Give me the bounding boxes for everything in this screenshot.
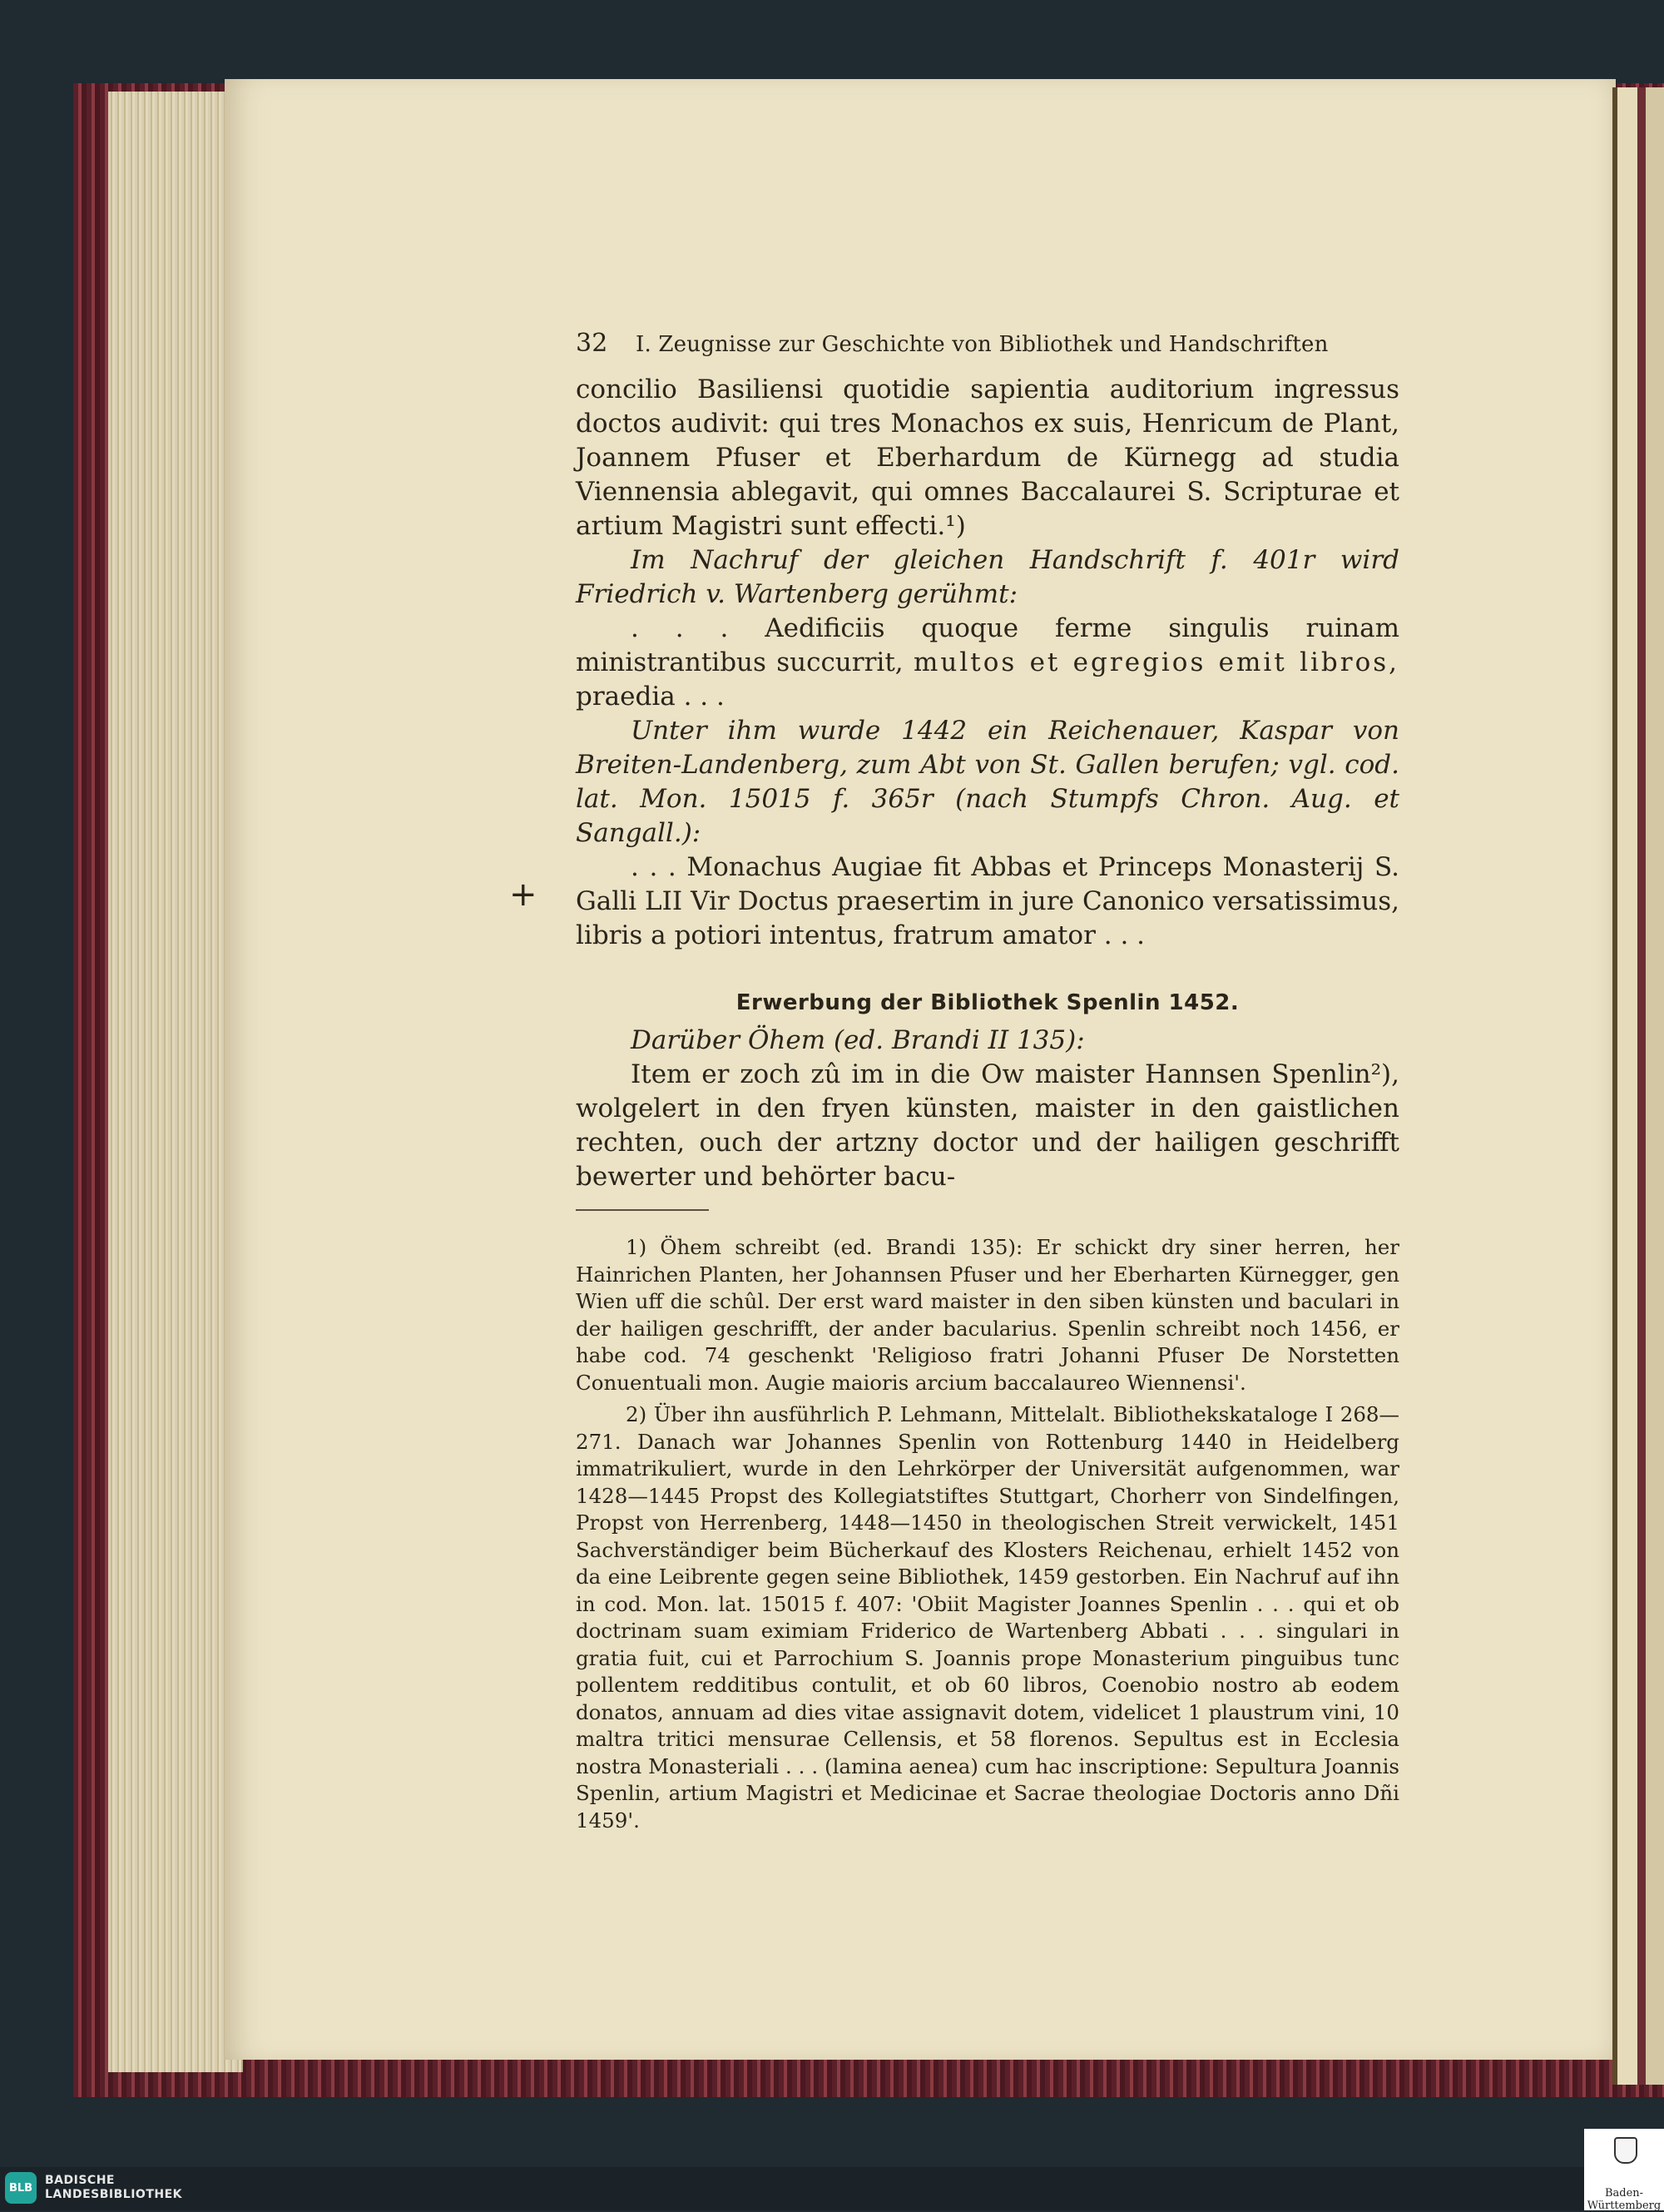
running-title: I. Zeugnisse zur Geschichte von Bibliothek und Handschriften (636, 332, 1329, 357)
page-content (576, 329, 1399, 1839)
facing-page-edge (1612, 87, 1664, 2085)
quote-emphasis: multos et egregios emit libros, (913, 647, 1400, 677)
quote-text: praedia . . . (576, 682, 725, 712)
state-logo[interactable] (1584, 2129, 1664, 2210)
library-name: BADISCHE LANDESBIBLIOTHEK (45, 2174, 183, 2201)
running-head (576, 329, 1399, 358)
paragraph: Unter ihm wurde 1442 ein Reichenauer, Kaspar von Breiten-Landenberg, zum Abt von St. Gallen berufen; vgl. cod. lat. Mon. 15015 f. 365r (nach Stumpfs Chron. Aug. et Sangall.): (576, 716, 1399, 848)
footnote-rule (576, 1209, 709, 1211)
footnotes (576, 1234, 1399, 1834)
body-text (576, 373, 1399, 1194)
footnote: 2) Über ihn ausführlich P. Lehmann, Mittelalt. Bibliothekskataloge I 268—271. Danach war Johannes Spenlin von Rottenburg 1440 in Heidelberg immatrikuliert, wurde in den Lehrkörper der Universität aufgenommen, war 1428—1445 Propst des Kollegiatstiftes Stuttgart, Chorherr von Sindelfingen, Propst von Herrenberg, 1448—1450 in theologischen Streit verwickelt, 1451 Sachverständiger beim Bücherkauf des Klosters Reichenau, erhielt 1452 von da eine Leibrente gegen seine Bibliothek, 1459 gestorben. Ein Nachruf auf ihn in cod. Mon. lat. 15015 f. 407: 'Obiit Magister Joannes Spenlin . . . qui et ob doctrinam suam eximiam Friderico de Wartenberg Abbati . . . singulari in gratia fuit, cui et Parrochium S. Joannis prope Monasterium pinguibus tunc pollentem redditibus contulit, et ob 60 libros, Coenobio nostro ab eodem donatos, annuam ad dies vitae assignavit dotem, videlicet 1 plaustrum vini, 10 maltra tritici mensurae Cellensis, et 58 florenos. Sepultus est in Ecclesia nostra Monasteriali . . . (lamina aenea) cum hac inscriptione: Sepultura Joannis Spenlin, artium Magistri et Medicinae et Sacrae theologiae Doctoris anno Dñi 1459'. (576, 1402, 1399, 1833)
coat-of-arms-icon (1614, 2137, 1637, 2164)
paragraph: Item er zoch zû im in die Ow maister Hannsen Spenlin²), wolgelert in den fryen künsten, maister in den gaistlichen rechten, ouch der artzny doctor und der hailigen geschrifft bewerter und behörter bacu- (576, 1059, 1399, 1192)
footer-bar (0, 2167, 1664, 2210)
margin-mark: + (509, 875, 537, 914)
blb-logo-icon[interactable]: BLB (5, 2172, 37, 2204)
paragraph: Im Nachruf der gleichen Handschrift f. 401r wird Friedrich v. Wartenberg gerühmt: (576, 545, 1399, 609)
quote-paragraph: . . . Monachus Augiae fit Abbas et Princeps Monasterij S. Galli LII Vir Doctus praesertim in jure Canonico versatissimus, libris a potiori intentus, fratrum amator . . . (576, 852, 1399, 950)
quote-paragraph (576, 612, 1399, 714)
paragraph: Darüber Öhem (ed. Brandi II 135): (631, 1025, 1085, 1055)
paragraph: concilio Basiliensi quotidie sapientia auditorium ingressus doctos audivit: qui tres Monachos ex suis, Henricum de Plant, Joannem Pfuser et Eberhardum de Kürnegg ad studia Viennensia ablegavit, qui omnes Baccalaurei S. Scripturae et artium Magistri sunt effecti.¹) (576, 374, 1399, 541)
section-heading: Erwerbung der Bibliothek Spenlin 1452. (735, 990, 1240, 1015)
footnote: 1) Öhem schreibt (ed. Brandi 135): Er schickt dry siner herren, her Hainrichen Planten, her Johannsen Pfuser und her Eberharten Kürnegger, gen Wien uff die schûl. Der erst ward maister in den siben künsten und baculari in der hailigen geschrifft, der ander bacularius. Spenlin schreibt noch 1456, er habe cod. 74 geschenkt 'Religioso fratri Johanni Pfuser De Norstetten Conuentuali mon. Augie maioris arcium baccalaureo Wiennensi'. (576, 1235, 1399, 1395)
page-stack-edge (108, 92, 243, 2072)
page-number: 32 (576, 329, 608, 358)
state-label: Baden-Württemberg (1587, 2187, 1662, 2212)
quote-text: . . . Aedificiis quoque ferme singulis ruinam ministrantibus succurrit, (576, 613, 1399, 677)
